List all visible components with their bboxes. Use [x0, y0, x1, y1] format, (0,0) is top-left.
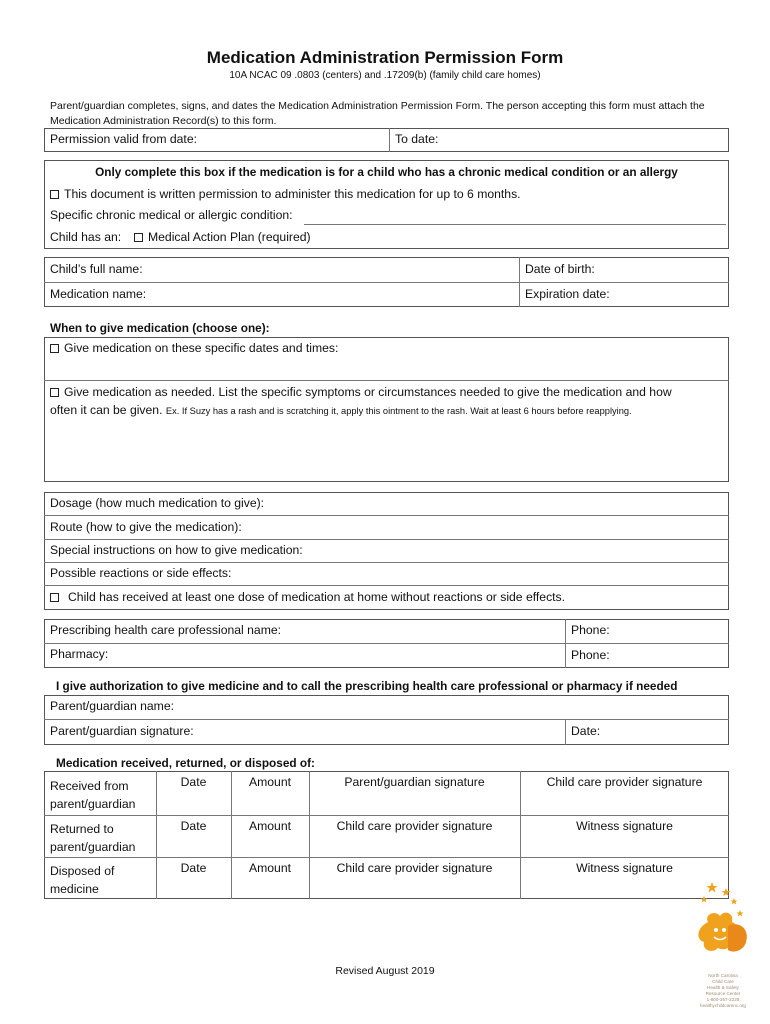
- action-plan-label: Medical Action Plan (required): [148, 230, 311, 244]
- action-plan-row: [134, 230, 311, 244]
- log-date-cell[interactable]: Date: [180, 861, 207, 875]
- written-permission-row: [50, 187, 521, 201]
- divider: [565, 719, 566, 745]
- divider: [309, 771, 310, 899]
- logo-line: 1-800-367-2229: [706, 997, 740, 1002]
- route-field[interactable]: Route (how to give the medication):: [50, 520, 242, 534]
- divider: [44, 857, 729, 858]
- specific-times-label: Give medication on these specific dates and times:: [64, 341, 339, 355]
- divider: [44, 815, 729, 816]
- divider: [44, 643, 729, 644]
- log-signature-cell[interactable]: Child care provider signature: [336, 819, 493, 833]
- valid-to-field[interactable]: To date:: [395, 132, 439, 146]
- divider: [565, 619, 566, 668]
- action-plan-checkbox[interactable]: [134, 233, 143, 242]
- dob-field[interactable]: Date of birth:: [525, 262, 595, 276]
- chronic-heading: Only complete this box if the medication is for a child who has a chronic medical condition or an allergy: [95, 165, 678, 179]
- log-row-label: Received from: [50, 779, 129, 793]
- revised-date: Revised August 2019: [335, 965, 435, 977]
- dosage-field[interactable]: Dosage (how much medication to give):: [50, 496, 265, 510]
- log-row-label: Disposed of: [50, 864, 115, 878]
- pharmacy-field[interactable]: Pharmacy:: [50, 647, 109, 661]
- log-date-cell[interactable]: Date: [180, 819, 207, 833]
- form-intro: Parent/guardian completes, signs, and dates the Medication Administration Permission Form. The person accepting this form must attach the Medication Administration Record(s) to this form.: [50, 100, 705, 127]
- log-signature-cell[interactable]: Parent/guardian signature: [344, 775, 485, 789]
- child-has-label: Child has an:: [50, 230, 122, 244]
- as-needed-example: Ex. If Suzy has a rash and is scratching it, apply this ointment to the rash. Wait at least 6 hours before reapplying.: [165, 406, 632, 416]
- logo-line: Health & Safety: [707, 985, 739, 990]
- written-permission-label: This document is written permission to administer this medication for up to 6 months.: [64, 187, 521, 201]
- as-needed-row: [50, 385, 672, 399]
- divider: [389, 128, 390, 152]
- divider: [156, 771, 157, 899]
- nc-child-care-logo: [694, 880, 752, 1010]
- star-figure-icon: [694, 880, 752, 970]
- form-title: Medication Administration Permission Form: [206, 48, 564, 67]
- divider: [520, 771, 521, 899]
- medication-name-field[interactable]: Medication name:: [50, 287, 147, 301]
- divider: [231, 771, 232, 899]
- valid-from-field[interactable]: Permission valid from date:: [50, 132, 197, 146]
- log-signature-cell[interactable]: Witness signature: [576, 861, 673, 875]
- log-signature-cell[interactable]: Child care provider signature: [546, 775, 703, 789]
- specific-times-row: [50, 341, 338, 355]
- condition-label: Specific chronic medical or allergic condition:: [50, 208, 293, 222]
- log-signature-cell[interactable]: Witness signature: [576, 819, 673, 833]
- authorization-heading: I give authorization to give medicine and to call the prescribing health care professional or pharmacy if needed: [56, 679, 678, 693]
- as-needed-line2: [50, 403, 632, 417]
- authorization-date-field[interactable]: Date:: [571, 724, 601, 738]
- prior-dose-checkbox[interactable]: [50, 593, 59, 602]
- divider: [44, 282, 729, 283]
- divider: [44, 539, 729, 540]
- logo-line: North Carolina: [708, 973, 738, 978]
- divider: [44, 515, 729, 516]
- log-table: [44, 771, 729, 899]
- divider: [44, 380, 729, 381]
- log-date-cell[interactable]: Date: [180, 775, 207, 789]
- form-subtitle: 10A NCAC 09 .0803 (centers) and .17209(b) (family child care homes): [229, 70, 541, 81]
- divider: [44, 585, 729, 586]
- log-row-label: parent/guardian: [50, 840, 136, 854]
- prior-dose-row: [50, 590, 565, 604]
- divider: [44, 719, 729, 720]
- pharmacy-phone-field[interactable]: Phone:: [571, 648, 610, 662]
- guardian-signature-field[interactable]: Parent/guardian signature:: [50, 724, 194, 738]
- divider: [44, 562, 729, 563]
- specific-times-checkbox[interactable]: [50, 344, 59, 353]
- as-needed-checkbox[interactable]: [50, 388, 59, 397]
- condition-input-line[interactable]: [304, 224, 726, 225]
- log-row-label: Returned to: [50, 822, 114, 836]
- reactions-field[interactable]: Possible reactions or side effects:: [50, 566, 232, 580]
- log-amount-cell[interactable]: Amount: [248, 861, 291, 875]
- as-needed-label: Give medication as needed. List the specific symptoms or circumstances needed to give the medication and how: [64, 385, 672, 399]
- when-heading: When to give medication (choose one):: [50, 321, 270, 335]
- prior-dose-label: Child has received at least one dose of medication at home without reactions or side effects.: [68, 590, 566, 604]
- log-row-label: parent/guardian: [50, 797, 136, 811]
- written-permission-checkbox[interactable]: [50, 190, 59, 199]
- guardian-name-field[interactable]: Parent/guardian name:: [50, 699, 174, 713]
- prescriber-phone-field[interactable]: Phone:: [571, 623, 610, 637]
- logo-line: healthychildcarenc.org: [700, 1003, 746, 1008]
- child-name-field[interactable]: Child’s full name:: [50, 262, 143, 276]
- logo-line: Child Care: [712, 979, 734, 984]
- log-amount-cell[interactable]: Amount: [248, 775, 291, 789]
- divider: [519, 257, 520, 307]
- log-heading: Medication received, returned, or disposed of:: [56, 756, 315, 770]
- special-instructions-field[interactable]: Special instructions on how to give medication:: [50, 543, 303, 557]
- log-signature-cell[interactable]: Child care provider signature: [336, 861, 493, 875]
- prescriber-name-field[interactable]: Prescribing health care professional name:: [50, 623, 282, 637]
- log-amount-cell[interactable]: Amount: [248, 819, 291, 833]
- log-row-label: medicine: [50, 882, 99, 896]
- logo-line: Resource Center: [705, 991, 741, 996]
- as-needed-label-2: often it can be given.: [50, 403, 163, 417]
- expiration-date-field[interactable]: Expiration date:: [525, 287, 610, 301]
